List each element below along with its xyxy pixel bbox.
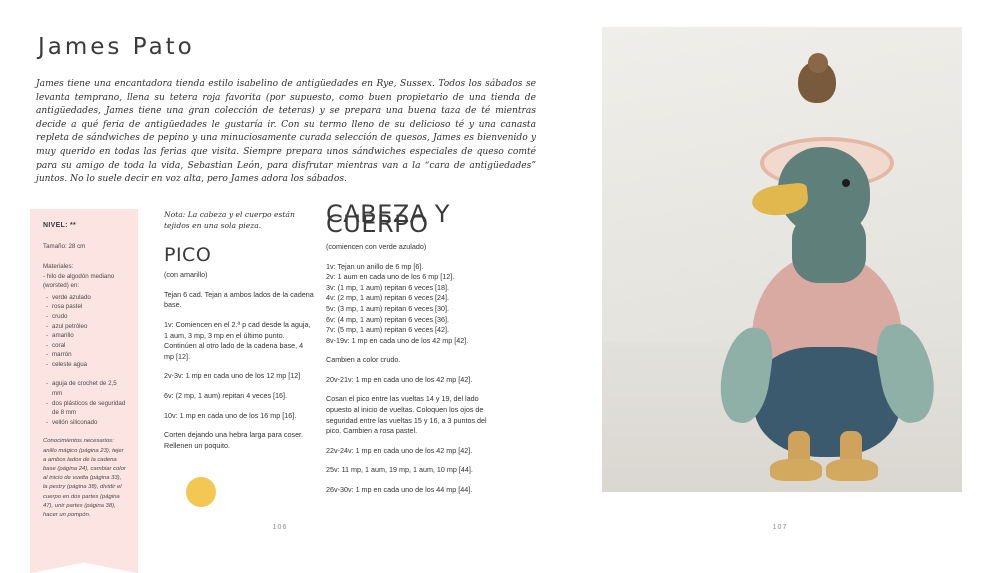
materials-intro: - hilo de algodón mediano (worsted) en: (43, 272, 115, 290)
skills-text: anillo mágico (página 23), tejer a ambos lados de la cadena base (página 24), cambiar color al inicio de vuelta (página 33), la pestry (página 38), dividir el cuerpo en dos partes (página 47), unir partes (página 38), hacer un pompón. (43, 447, 126, 519)
pico-paragraph: Tejan 6 cad. Tejan a ambos lados de la cadena base. (164, 289, 314, 310)
duck-foot-left (770, 459, 822, 481)
pattern-row: 3v: (1 mp, 1 aum) repitan 6 veces [18]. (326, 282, 450, 292)
difficulty-level: NIVEL: ** (43, 221, 77, 229)
column-pico (164, 209, 314, 557)
pattern-note: Nota: La cabeza y el cuerpo están tejidos en una sola pieza. (164, 209, 295, 231)
list-item: - dos plásticos de seguridad de 8 mm (52, 399, 127, 418)
list-item: - marrón (52, 350, 127, 360)
intro-paragraph: James tiene una encantadora tienda estilo isabelino de antigüedades en Rye, Sussex. Todos los sábados se levanta temprano, llena su tetera roja favorita (por supuesto, como buen propietario de una tienda de antigüedades, James tiene una gran colección de teteras) y se prepara una buena taza de té mientras decide a qué feria de antigüedades le gustaría ir. Con su termo lleno de su delicioso té y una canasta repleta de sándwiches de pepino y una minuciosamente curada selección de quesos, James es bienvenido y muy querido en todas las ferias que visita. Siempre prepara unos sándwiches especiales de queso comté para su amigo de toda la vida, Sebastian León, para disfrutar mientras van a la “cara de antigüedades” juntos. No lo suele decir en voz alta, pero James adora los sábados. (36, 79, 536, 185)
extras-block (43, 379, 127, 427)
pattern-row: 2v: 1 aum en cada uno de los 6 mp [12]. (326, 272, 455, 282)
section-heading-pico: PICO (164, 243, 212, 266)
pico-color-note: (con amarillo) (164, 270, 208, 280)
right-page (560, 0, 1000, 547)
section-heading-cabeza: CABEZA Y CUERPO (326, 199, 450, 239)
materials-list (43, 293, 127, 370)
size-block (43, 242, 127, 252)
page-number-right: 107 (772, 524, 788, 531)
cabeza-color-note: (comiencen con verde azulado) (326, 241, 427, 251)
list-item: - crudo (52, 312, 127, 322)
size-label: Tamaño: (43, 243, 67, 251)
pattern-row: Cosan el pico entre las vueltas 14 y 19, del lado opuesto al inicio de vueltas. Coloquen los ojos de seguridad entre las vueltas 15 y 16, a 3 puntos del pico. Cambien a rosa pastel. (326, 394, 487, 436)
decorative-dot (186, 477, 216, 507)
duck-figure (602, 27, 962, 492)
pattern-row: 8v-19v: 1 mp en cada uno de los 42 mp [42]. (326, 335, 469, 345)
pattern-row: 1v: Tejan un anillo de 6 mp [6]. (326, 261, 424, 271)
list-item: - rosa pastel (52, 302, 127, 312)
pattern-row: 26v-30v: 1 mp en cada uno de los 44 mp [44]. (326, 485, 473, 495)
info-banner (30, 209, 138, 557)
extras-list (43, 379, 127, 427)
list-item: - verde azulado (52, 293, 127, 303)
pattern-row: Cambien a color crudo. (326, 355, 401, 365)
materials-block (43, 262, 127, 370)
duck-pompom (808, 53, 828, 73)
pico-paragraph: 1v: Comiencen en el 2.ª p cad desde la aguja, 1 aum, 3 mp, 3 mp en el último punto. Continúen al otro lado de la cadena base, 4 mp [12]. (164, 319, 311, 361)
pico-paragraph: Corten dejando una hebra larga para coser. Rellenen un poquito. (164, 430, 304, 450)
info-banner-wrapper (30, 209, 152, 557)
list-item: - azul petróleo (52, 322, 127, 332)
pico-paragraph: 10v: 1 mp en cada uno de los 16 mp [16]. (164, 410, 297, 420)
list-item: - vellón siliconado (52, 418, 127, 428)
list-item: - aguja de crochet de 2,5 mm (52, 379, 127, 398)
list-item: - celeste agua (52, 360, 127, 370)
pico-paragraph: 2v-3v: 1 mp en cada uno de los 12 mp [12] (164, 371, 301, 381)
content-columns (30, 199, 534, 557)
list-item: - amarillo (52, 331, 127, 341)
skills-label: Conocimientos necesarios: (43, 438, 114, 445)
pattern-row: 5v: (3 mp, 1 aum) repitan 6 veces [30]. (326, 303, 450, 313)
duck-eye (842, 179, 850, 187)
page-title: James Pato (38, 34, 195, 60)
pico-paragraph: 6v: (2 mp, 1 aum) repitan 4 veces [16]. (164, 390, 288, 400)
pattern-row: 7v: (5 mp, 1 aum) repitan 6 veces [42]. (326, 325, 450, 335)
pattern-row: 4v: (2 mp, 1 aum) repitan 6 veces [24]. (326, 293, 450, 303)
column-cabeza (326, 199, 494, 557)
size-value: 28 cm (68, 243, 86, 251)
pattern-row: 6v: (4 mp, 1 aum) repitan 6 veces [36]. (326, 314, 450, 324)
duck-foot-right (826, 459, 878, 481)
pattern-row: 25v: 11 mp, 1 aum, 19 mp, 1 aum, 10 mp [44]. (326, 465, 473, 475)
materials-label: Materiales: (43, 262, 74, 270)
project-photo (602, 27, 962, 492)
pattern-row: 20v-21v: 1 mp en cada uno de los 42 mp [42]. (326, 374, 473, 384)
page-number-left: 106 (272, 524, 288, 531)
list-item: - coral (52, 341, 127, 351)
skills-block (43, 437, 127, 520)
pattern-row: 22v-24v: 1 mp en cada uno de los 42 mp [42]. (326, 445, 473, 455)
